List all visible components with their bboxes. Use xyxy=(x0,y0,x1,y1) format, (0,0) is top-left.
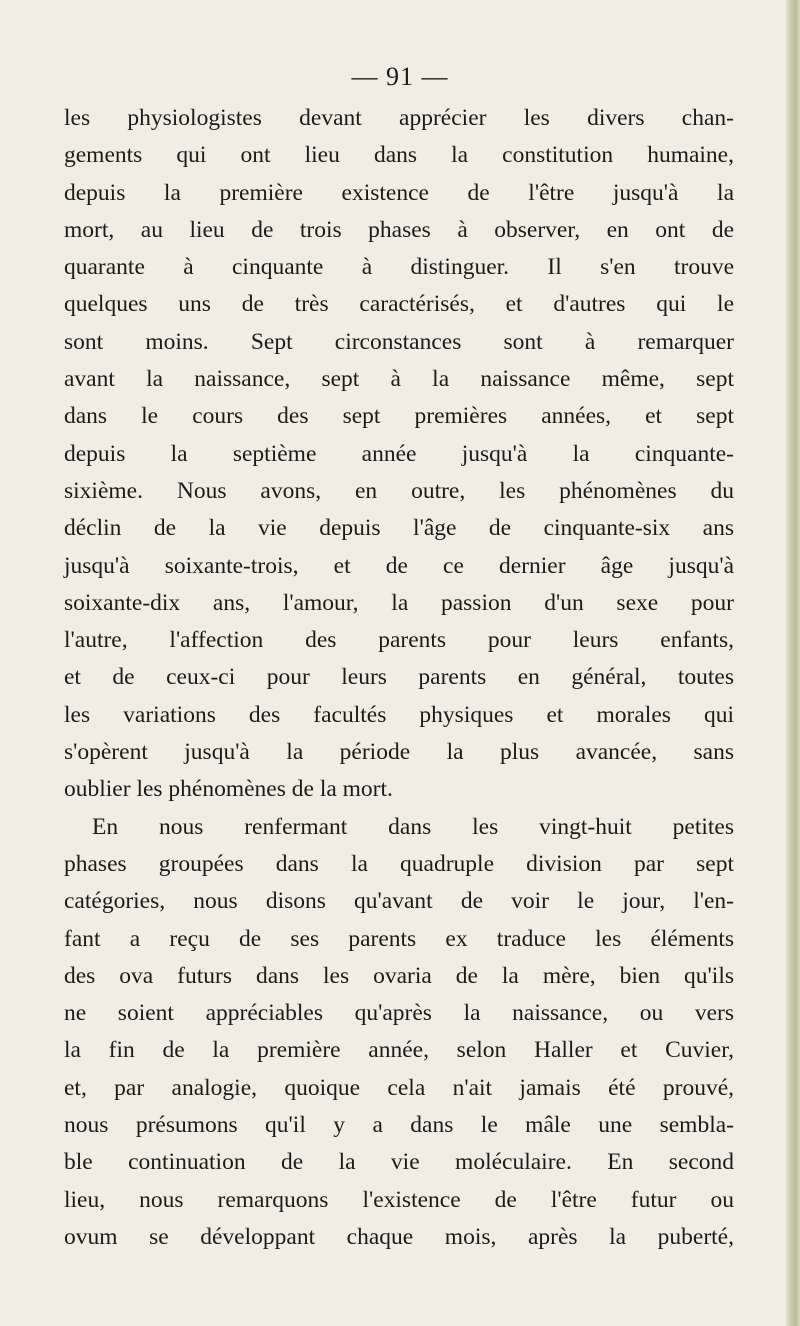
text-line: la fin de la première année, selon Haller et Cuvier, xyxy=(64,1037,734,1064)
page-edge xyxy=(786,0,800,1326)
text-line: phases groupées dans la quadruple division par sept xyxy=(64,850,734,877)
text-line: sont moins. Sept circonstances sont à remarquer xyxy=(64,328,734,355)
text-line: jusqu'à soixante-trois, et de ce dernier âge jusqu'à xyxy=(64,552,734,579)
text-line: nous présumons qu'il y a dans le mâle une sembla- xyxy=(64,1112,734,1139)
text-line: des ova futurs dans les ovaria de la mère, bien qu'ils xyxy=(64,962,734,989)
text-line: l'autre, l'affection des parents pour leurs enfants, xyxy=(64,627,734,654)
text-line: ble continuation de la vie moléculaire. En second xyxy=(64,1149,734,1176)
text-line: avant la naissance, sept à la naissance même, sept xyxy=(64,366,734,393)
text-line: mort, au lieu de trois phases à observer, en ont de xyxy=(64,216,734,243)
text-line: les physiologistes devant apprécier les divers chan- xyxy=(64,105,734,131)
text-line: fant a reçu de ses parents ex traduce les éléments xyxy=(64,925,734,952)
text-line: depuis la première existence de l'être jusqu'à la xyxy=(64,179,734,206)
text-line: lieu, nous remarquons l'existence de l'être futur ou xyxy=(64,1186,734,1213)
text-line: En nous renfermant dans les vingt-huit petites xyxy=(92,813,734,840)
text-line: ovum se développant chaque mois, après la puberté, xyxy=(64,1223,734,1250)
text-line: quarante à cinquante à distinguer. Il s'en trouve xyxy=(64,254,734,281)
text-line: et, par analogie, quoique cela n'ait jamais été prouvé, xyxy=(64,1074,734,1101)
text-line: dans le cours des sept premières années, et sept xyxy=(64,403,734,430)
text-line: ne soient appréciables qu'après la naissance, ou vers xyxy=(64,1000,734,1027)
text-line: quelques uns de très caractérisés, et d'autres qui le xyxy=(64,291,734,318)
text-line: depuis la septième année jusqu'à la cinquante- xyxy=(64,440,734,467)
text-line: et de ceux-ci pour leurs parents en général, toutes xyxy=(64,664,734,691)
text-line: oublier les phénomènes de la mort. xyxy=(64,776,393,803)
text-line: soixante-dix ans, l'amour, la passion d'un sexe pour xyxy=(64,589,734,616)
text-line: gements qui ont lieu dans la constitution humaine, xyxy=(64,142,734,169)
text-line: les variations des facultés physiques et morales qui xyxy=(64,701,734,728)
text-line: catégories, nous disons qu'avant de voir le jour, l'en- xyxy=(64,888,734,915)
text-line: déclin de la vie depuis l'âge de cinquante-six ans xyxy=(64,515,734,542)
text-line: s'opèrent jusqu'à la période la plus avancée, sans xyxy=(64,739,734,766)
page-number: — 91 — xyxy=(351,62,449,91)
text-line: sixième. Nous avons, en outre, les phénomènes du xyxy=(64,477,734,504)
body-text xyxy=(64,100,734,1256)
